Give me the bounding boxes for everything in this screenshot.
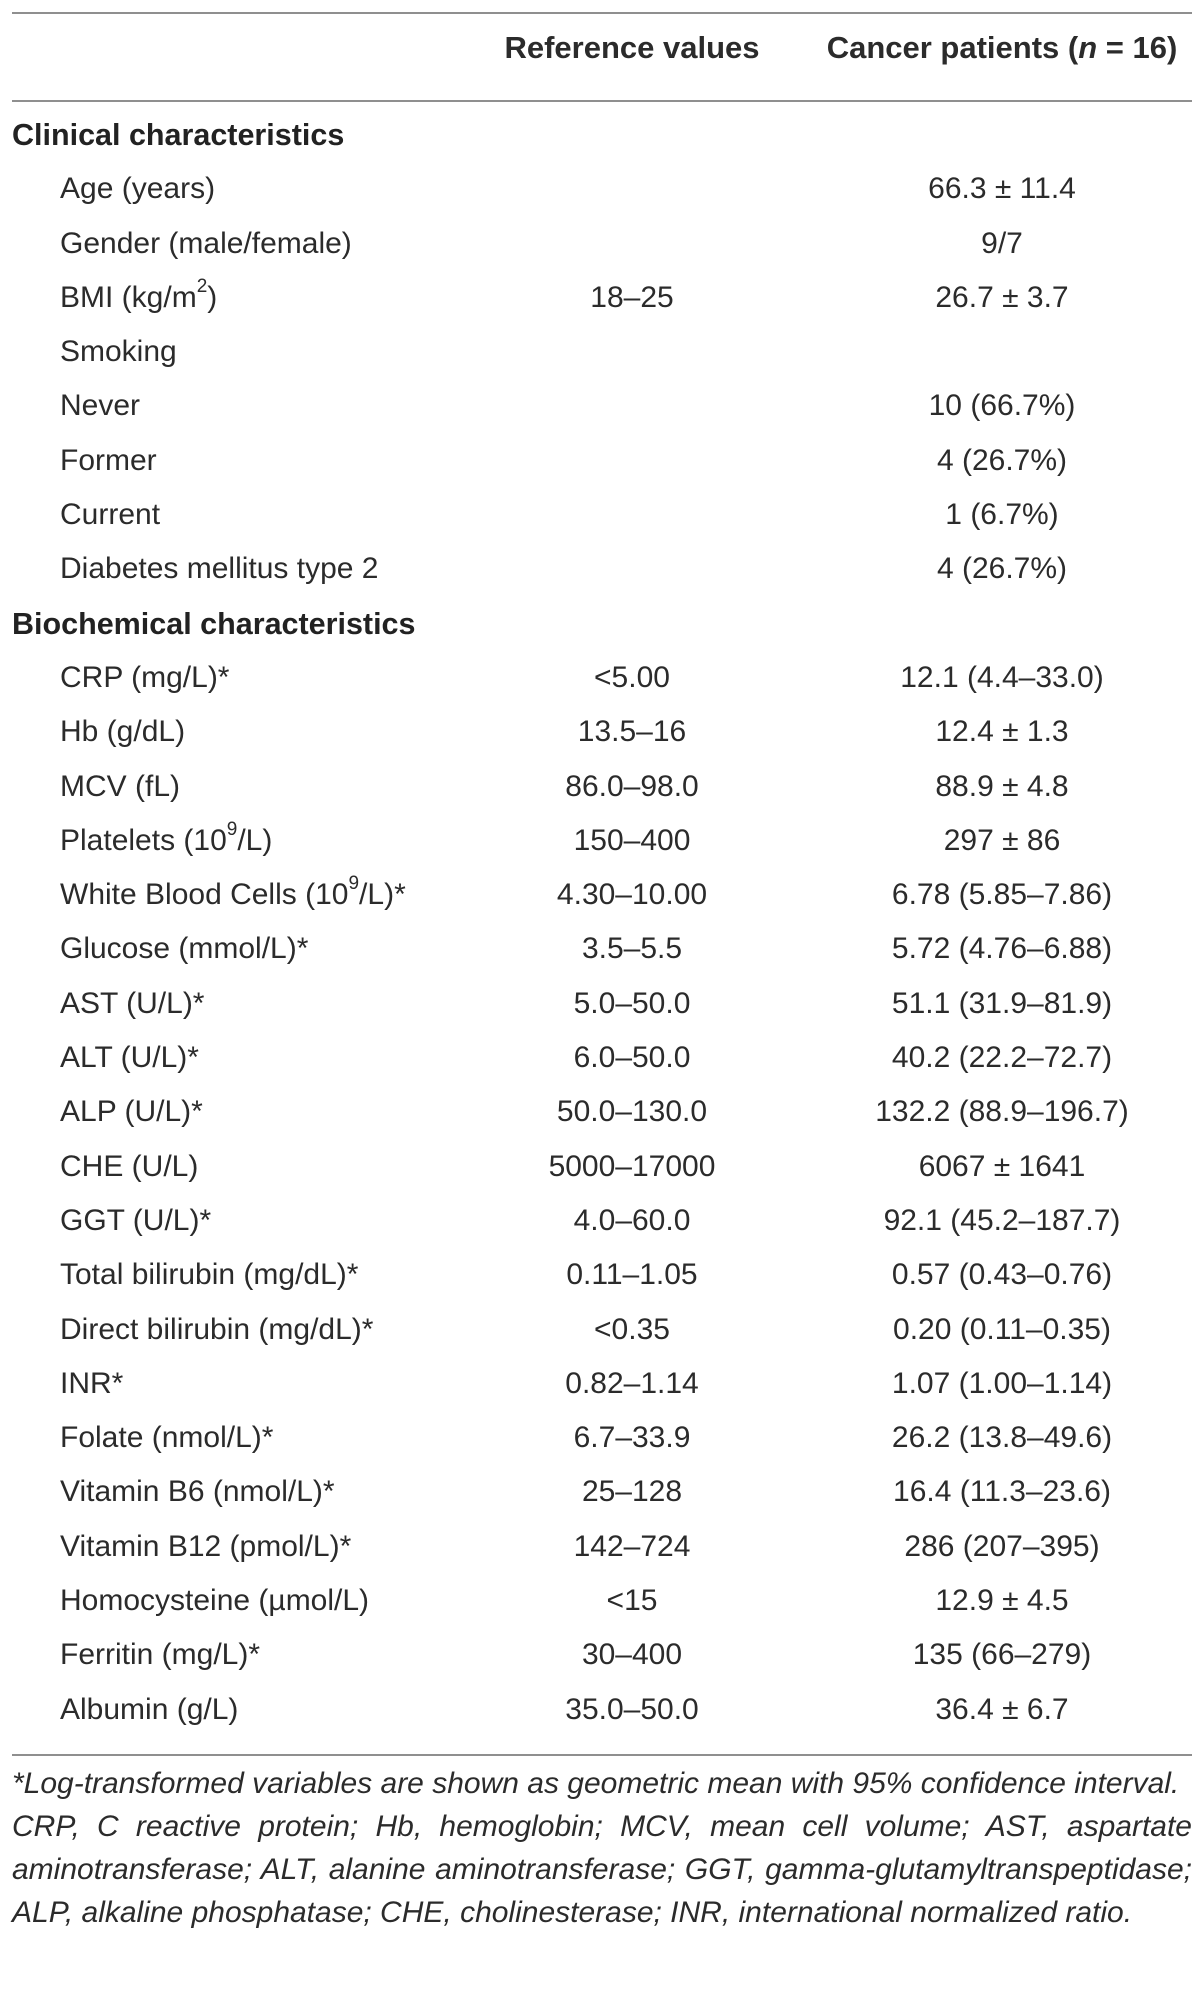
table-row: [12, 814, 1192, 868]
row-label: Never: [60, 389, 141, 423]
row-patient-value: 6.78 (5.85–7.86): [891, 878, 1113, 912]
table-row: [12, 760, 1192, 814]
row-reference-value: 13.5–16: [577, 715, 687, 749]
table-row: [12, 1248, 1192, 1302]
row-label: Diabetes mellitus type 2: [60, 552, 379, 586]
table-row: [12, 1628, 1192, 1682]
row-reference-value: 6.7–33.9: [573, 1421, 691, 1455]
row-reference-value: 30–400: [581, 1638, 683, 1672]
row-reference-value: 150–400: [573, 823, 691, 857]
row-reference-value: 35.0–50.0: [565, 1692, 699, 1726]
row-patient-value: 1 (6.7%): [945, 498, 1059, 532]
row-label: Ferritin (mg/L)*: [60, 1638, 261, 1672]
row-label: CHE (U/L): [60, 1149, 199, 1183]
row-label: Total bilirubin (mg/dL)*: [60, 1258, 359, 1292]
row-patient-value: 9/7: [981, 226, 1023, 260]
row-reference-value: 142–724: [573, 1529, 691, 1563]
table-header: [12, 30, 1192, 82]
row-patient-value: 12.9 ± 4.5: [935, 1584, 1069, 1618]
table-row: [12, 271, 1192, 325]
row-reference-value: 5.0–50.0: [573, 986, 691, 1020]
row-label: Direct bilirubin (mg/dL)*: [60, 1312, 374, 1346]
row-label: ALT (U/L)*: [60, 1041, 199, 1075]
row-patient-value: 297 ± 86: [943, 823, 1061, 857]
row-patient-value: 40.2 (22.2–72.7): [891, 1041, 1113, 1075]
row-reference-value: 5000–17000: [548, 1149, 716, 1183]
table-row: [12, 922, 1192, 976]
row-reference-value: 86.0–98.0: [565, 769, 699, 803]
table-row: [12, 488, 1192, 542]
table-row: [12, 1357, 1192, 1411]
table-row: [12, 542, 1192, 596]
row-label: White Blood Cells $(10^9/L)*$: [60, 873, 406, 912]
table-footnotes: [12, 1762, 1192, 1934]
table-body: [12, 108, 1192, 1737]
row-label: GGT (U/L)*: [60, 1203, 212, 1237]
header-reference-values: Reference values: [504, 30, 760, 65]
row-label: CRP (mg/L)*: [60, 660, 230, 694]
row-patient-value: 26.7 ± 3.7: [935, 280, 1069, 314]
row-patient-value: 286 (207–395): [904, 1529, 1100, 1563]
row-label: Homocysteine (µmol/L): [60, 1584, 370, 1618]
row-reference-value: <15: [606, 1584, 658, 1618]
row-reference-value: <5.00: [594, 660, 670, 694]
bottom-rule: [12, 1754, 1192, 1756]
row-label: Former: [60, 443, 157, 477]
row-reference-value: 18–25: [590, 280, 674, 314]
section-title: Clinical characteristics: [12, 118, 345, 152]
row-label: Vitamin B6 (nmol/L)*: [60, 1475, 335, 1509]
row-label: Platelets $(10^9/L)$: [60, 818, 273, 857]
table-row: [12, 1085, 1192, 1139]
table-row: [12, 217, 1192, 271]
row-patient-value: 132.2 (88.9–196.7): [875, 1095, 1129, 1129]
table-row: [12, 705, 1192, 759]
row-patient-value: 36.4 ± 6.7: [935, 1692, 1069, 1726]
table-row: [12, 325, 1192, 379]
row-patient-value: 12.4 ± 1.3: [935, 715, 1069, 749]
table-row: [12, 651, 1192, 705]
footnote-abbreviations: CRP, C reactive protein; Hb, hemoglobin; MCV, mean cell volume; AST, aspartate aminotransferase; ALT, alanine aminotransferase; GGT, gamma-glutamyltranspeptidase; ALP, alkaline phosphatase; CHE, cholinesterase; INR, international normalized ratio.: [12, 1810, 1192, 1929]
row-patient-value: 1.07 (1.00–1.14): [891, 1366, 1113, 1400]
row-reference-value: 50.0–130.0: [556, 1095, 708, 1129]
table-row: [12, 1574, 1192, 1628]
row-label: BMI $(kg/m^2)$: [60, 275, 218, 314]
row-patient-value: 0.20 (0.11–0.35): [893, 1312, 1111, 1346]
row-reference-value: 4.30–10.00: [556, 878, 708, 912]
row-label: Current: [60, 498, 161, 532]
table-row: [12, 977, 1192, 1031]
row-label: Hb (g/dL): [60, 715, 186, 749]
table-row: [12, 1140, 1192, 1194]
table-row: [12, 379, 1192, 433]
row-label: Vitamin B12 (pmol/L)*: [60, 1529, 352, 1563]
row-label: MCV (fL): [60, 769, 180, 803]
row-reference-value: 3.5–5.5: [581, 932, 683, 966]
section-title: Biochemical characteristics: [12, 606, 416, 641]
row-label: Glucose (mmol/L)*: [60, 932, 309, 966]
row-label: Smoking: [60, 335, 177, 369]
row-reference-value: 0.82–1.14: [565, 1366, 699, 1400]
section-heading: [12, 597, 1192, 651]
row-patient-value: 26.2 (13.8–49.6): [891, 1421, 1113, 1455]
row-reference-value: 4.0–60.0: [573, 1203, 691, 1237]
table-row: [12, 162, 1192, 216]
row-reference-value: 0.11–1.05: [566, 1258, 698, 1292]
table-row: [12, 434, 1192, 488]
row-patient-value: 16.4 (11.3–23.6): [893, 1475, 1111, 1509]
row-reference-value: 25–128: [581, 1475, 683, 1509]
header-rule: [12, 100, 1192, 102]
row-patient-value: 51.1 (31.9–81.9): [891, 986, 1113, 1020]
row-label: Albumin (g/L): [60, 1692, 239, 1726]
row-label: INR*: [60, 1366, 124, 1400]
table-row: [12, 1520, 1192, 1574]
row-patient-value: 88.9 ± 4.8: [935, 769, 1069, 803]
row-patient-value: 4 (26.7%): [936, 443, 1068, 477]
section-heading: [12, 108, 1192, 162]
table-row: [12, 1031, 1192, 1085]
row-label: Age (years): [60, 172, 216, 206]
table-row: [12, 1683, 1192, 1737]
footnote-log-transformed: *Log-transformed variables are shown as geometric mean with 95% confidence interval.: [12, 1767, 1180, 1800]
row-patient-value: 12.1 (4.4–33.0): [900, 660, 1104, 694]
table-row: [12, 1411, 1192, 1465]
table-row: [12, 868, 1192, 922]
row-label: Folate (nmol/L)*: [60, 1421, 274, 1455]
top-rule: [12, 12, 1192, 14]
table-row: [12, 1303, 1192, 1357]
row-patient-value: 10 (66.7%): [928, 389, 1076, 423]
row-label: Gender (male/female): [60, 226, 352, 260]
header-cancer-patients: Cancer patients (n = 16): [826, 30, 1178, 65]
row-patient-value: 5.72 (4.76–6.88): [891, 932, 1113, 966]
row-patient-value: 6067 ± 1641: [918, 1149, 1086, 1183]
row-patient-value: 92.1 (45.2–187.7): [883, 1203, 1121, 1237]
row-patient-value: 66.3 ± 11.4: [928, 172, 1076, 206]
table-row: [12, 1465, 1192, 1519]
row-reference-value: 6.0–50.0: [573, 1041, 691, 1075]
row-label: AST (U/L)*: [60, 986, 205, 1020]
row-patient-value: 0.57 (0.43–0.76): [891, 1258, 1113, 1292]
table-row: [12, 1194, 1192, 1248]
row-patient-value: 135 (66–279): [912, 1638, 1092, 1672]
row-label: ALP (U/L)*: [60, 1095, 203, 1129]
row-patient-value: 4 (26.7%): [936, 552, 1068, 586]
row-reference-value: <0.35: [594, 1312, 670, 1346]
